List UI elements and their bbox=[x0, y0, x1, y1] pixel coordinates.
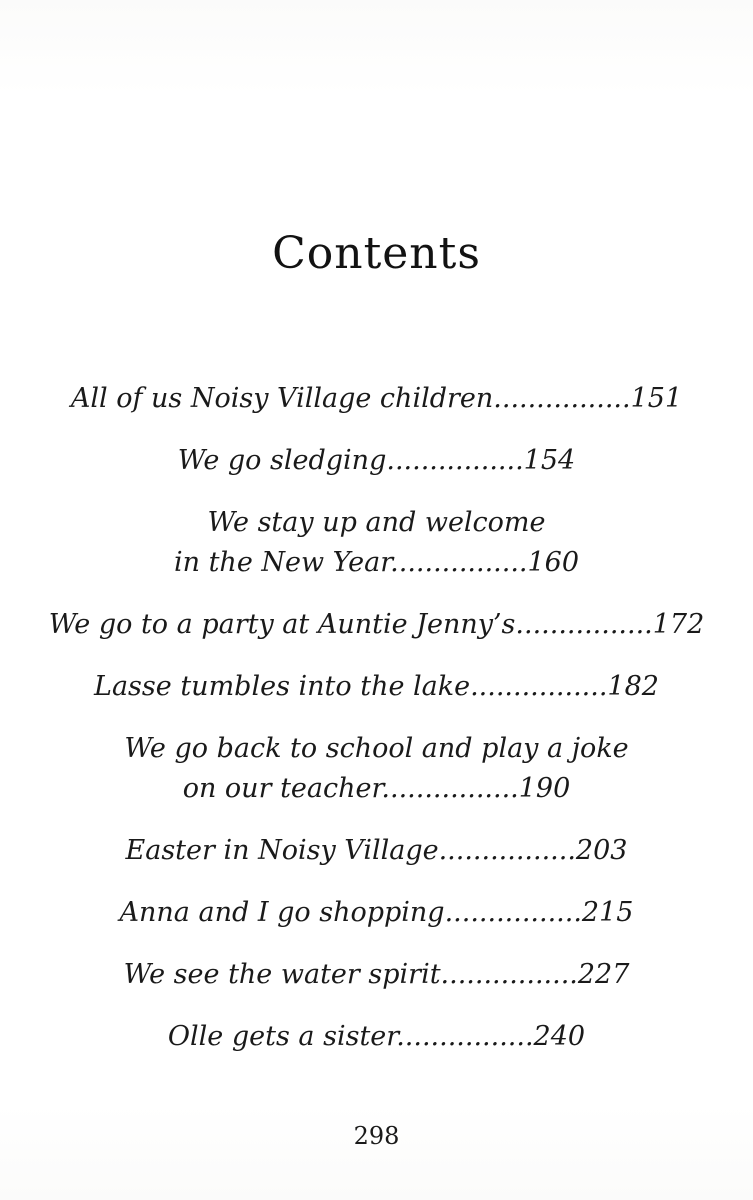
toc-entry-line: We go to a party at Auntie Jenny’s................172 bbox=[48, 609, 705, 640]
toc-entry bbox=[49, 605, 705, 645]
toc-entry-line: Olle gets a sister................240 bbox=[167, 1021, 586, 1052]
toc-entry-line: We stay up and welcome bbox=[207, 507, 546, 538]
toc-entry bbox=[124, 955, 630, 995]
toc-entry bbox=[71, 379, 682, 419]
toc-entry bbox=[124, 729, 628, 809]
page-number: 298 bbox=[353, 1122, 400, 1150]
toc-entry-line: We go sledging................154 bbox=[177, 445, 576, 476]
toc-entry-line: Easter in Noisy Village................203 bbox=[125, 835, 628, 866]
toc-entry-line: on our teacher................190 bbox=[182, 773, 571, 804]
toc-entry bbox=[178, 441, 575, 481]
toc-entry bbox=[168, 1017, 585, 1057]
toc-entry-line: All of us Noisy Village children................151 bbox=[70, 383, 683, 414]
toc-entry-line: We see the water spirit................227 bbox=[123, 959, 630, 990]
toc-entry-line: Lasse tumbles into the lake................182 bbox=[94, 671, 659, 702]
toc-entry bbox=[126, 831, 628, 871]
page-title: Contents bbox=[272, 228, 481, 279]
table-of-contents bbox=[0, 379, 753, 1057]
toc-entry bbox=[174, 503, 579, 583]
toc-entry bbox=[94, 667, 659, 707]
toc-entry-line: in the New Year................160 bbox=[173, 547, 580, 578]
toc-entry-line: We go back to school and play a joke bbox=[124, 733, 629, 764]
toc-entry-line: Anna and I go shopping................215 bbox=[119, 897, 634, 928]
toc-entry bbox=[120, 893, 634, 933]
